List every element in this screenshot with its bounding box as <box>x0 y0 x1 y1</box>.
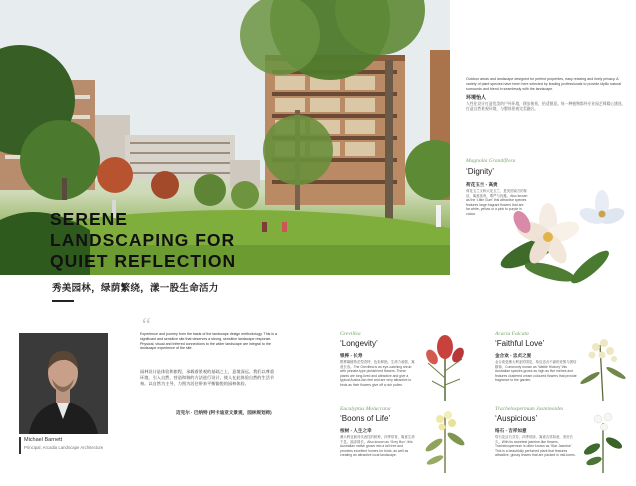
quote-chinese: 园林设计是体验和旅程，承载着景观的基础之上，意境深远。我们以尊重环境、引入自然，营造和谐的方法进行设计，使人在此体验自然的生活节奏。以自然为主导，力图为居住带来平衡愉悦的园林体验。 <box>140 369 275 386</box>
plant-desc-grevillea: 银桦属植物花型奇特，色彩鲜艳，生命力顽强，寓意长寿。The Grevillea is an eye-catching shrub with pinnate-type pinkish/red flowers. These plants are long-lived and attractive and give a typical Austra-lian feel and are very attractive to birds as their flowers give off a rich pollen. <box>340 360 415 387</box>
intro-text-block <box>466 77 626 112</box>
hero-rendering <box>0 0 450 275</box>
plant-desc-trachelospermum: 络石花洁白芬芳，四季常绿，寓意吉祥如意，美好长久。With its sweetest jasmine-like flowers, Trachelospermum is often known as ‘Star Jasmine’. This is a beautifully perfumed plant that features attractive, glossy leaves that are packed in mid-tones. <box>495 435 576 458</box>
plant-cn-trachelospermum: 络石 - 吉祥如意 <box>495 428 527 433</box>
quote-signature: 迈克尔 · 巴纳特 (阿卡迪亚文景观，园林规划师) <box>176 410 272 415</box>
intro-chinese-title: 环境怡人 <box>466 95 487 102</box>
plant-latin-trachelospermum: Trachelospermum Jasminoides <box>495 406 564 412</box>
portrait-photo <box>19 333 108 434</box>
headline-line-3: QUIET REFLECTION <box>50 251 237 271</box>
plant-cn-grevillea: 银桦 - 长寿 <box>340 353 363 358</box>
person-role: Principal, Arcadia Landscape Architecture <box>24 445 104 450</box>
plant-desc-eucalyptus: 澳大利亚最具代表性的树种，四季常青，寓意生命不息，福泽绵长。Also known as ‘Grey Box’, this Australian native grows into a tall tree and provides excellent homes for birds, as well as creating an attractive local landscape. <box>340 435 415 458</box>
plant-name-eucalyptus: ‘Boons of Life’ <box>340 414 391 423</box>
plant-latin-eucalyptus: Eucalyptus Moluccana <box>340 406 391 412</box>
name-accent-bar <box>19 437 21 454</box>
quote-english: Experience and journey form the basis of the landscape design methodology. This is a significant and sensitive site that deserves a strong, sensitive landscape response. Physical, visual and inferred connections to the wider landscape are integral to the landscape experience of the site. <box>140 332 277 351</box>
headline-line-1: SERENE <box>50 209 128 229</box>
plant-name-magnolia: ‘Dignity’ <box>466 167 495 176</box>
divider-rule <box>52 300 74 302</box>
plant-cn-magnolia: 荷花玉兰 - 高贵 <box>466 182 498 187</box>
plant-desc-magnolia: 荷花玉兰又称大花玉兰，是美国南方的象征，寓意高贵、尊严与优雅。Also known as the ‘Little Gum’ this attractive species features large fragrant flowers that are far white, yellow or a pink to purple in colour. <box>466 189 528 216</box>
plant-name-trachelospermum: ‘Auspicious’ <box>495 414 538 423</box>
person-name: Michael Barnett <box>24 437 63 443</box>
plant-name-grevillea: ‘Longevity’ <box>340 339 378 348</box>
intro-english: Outdoor areas and landscape designed for perfect properties, easy relaxing and lively privacy. A variety of plant species have been here selected by leading professionals to provide idyllic natural surrounds and blend in seamlessly with the landscape. <box>466 77 622 91</box>
headline-line-2: LANDSCAPING FOR <box>50 230 236 250</box>
plant-latin-magnolia: Magnolia Grandiflora <box>466 158 516 164</box>
plant-name-acacia: ‘Faithful Love’ <box>495 339 545 348</box>
plant-desc-acacia: 金合欢是澳大利亚的国花，象征忠贞不渝的爱情与团结精神。Commonly known as ‘Wattle Hickory’ this Australian species grows as high as five metres and features clustered cream coloured flowers that provide fragrance to the garden. <box>495 360 577 383</box>
plant-latin-acacia: Acacia Falcata <box>495 331 529 337</box>
plant-cn-eucalyptus: 桉树 - 人生之幸 <box>340 428 372 433</box>
subtitle-chinese: 秀美园林，绿荫繁绕，漾一股生命活力 <box>52 283 219 294</box>
plant-cn-acacia: 金合欢 - 忠贞之爱 <box>495 353 532 358</box>
quote-mark-icon: “ <box>140 314 152 336</box>
plant-latin-grevillea: Grevillea <box>340 331 361 337</box>
intro-chinese: 人性化设计打造优美的户外环境，移步换景，怡适惬意。每一种植物都经专业园艺师精心挑选，打造自然景观环境，与整体景观完美融合。 <box>466 102 626 111</box>
headline <box>50 209 290 272</box>
